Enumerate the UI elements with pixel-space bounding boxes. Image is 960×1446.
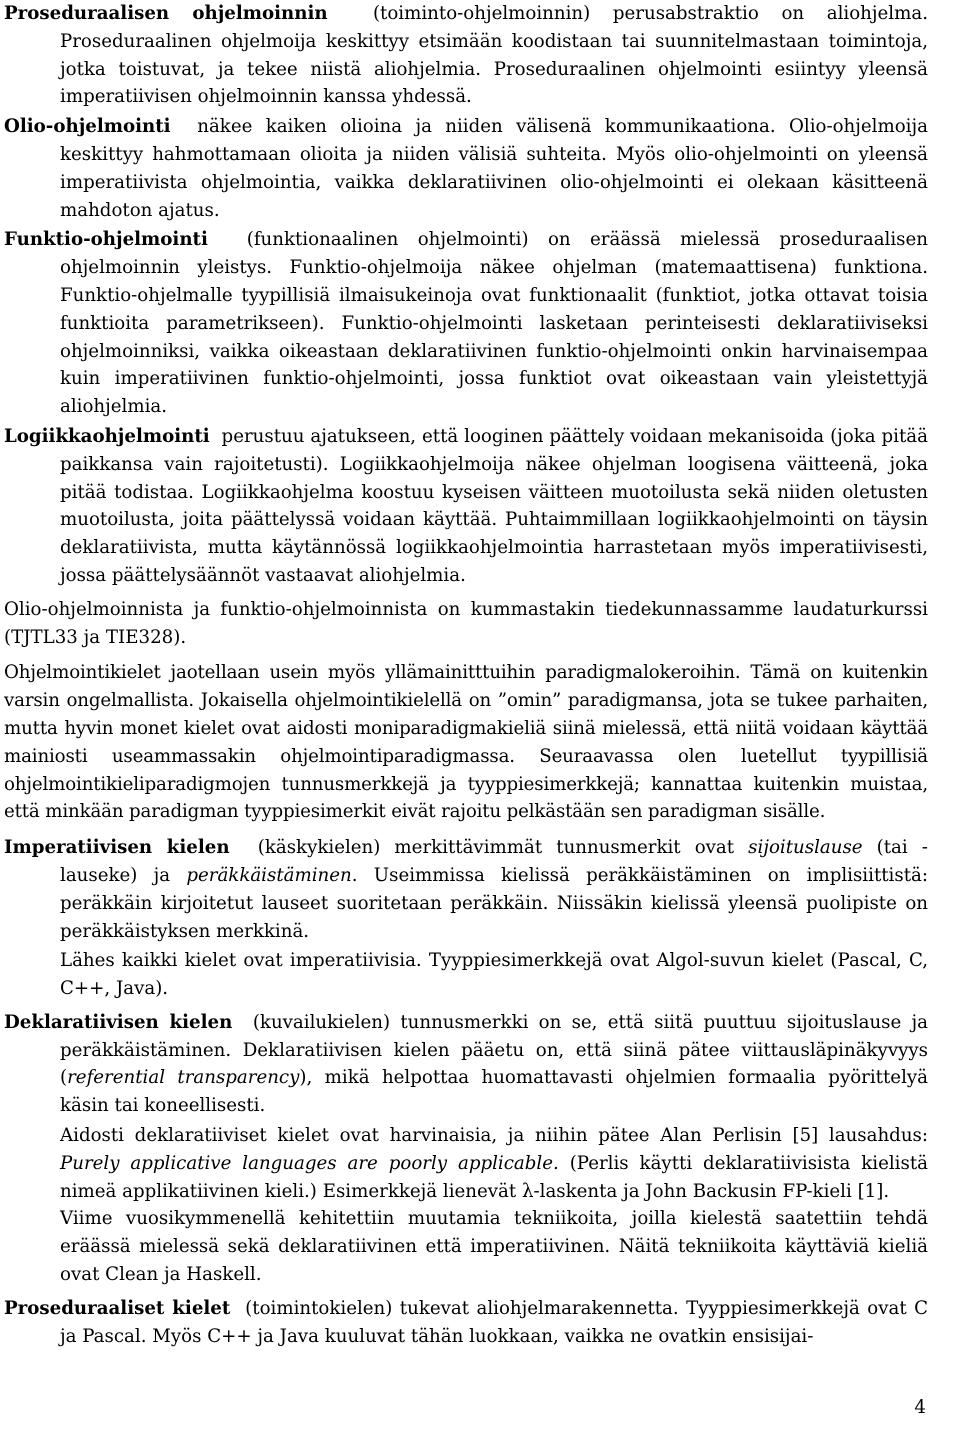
definition-body: näkee kaiken olioina ja niiden välisenä kommunikaationa. Olio-ohjelmoija keskittyy hahmottamaan olioita ja niiden välisiä suhteita. Myös olio-ohjelmointi on yleensä imperatiivista ohjelmointia, vaikka deklaratiivinen olio-ohjelmointi ei olekaan käsitteenä mahdoton ajatus. [60, 116, 928, 221]
emphasis-term: peräkkäistäminen [186, 864, 352, 886]
definition-body: (kuvailukielen) tunnusmerkki on se, että siitä puuttuu sijoituslause ja peräkkäistäminen. Deklaratiivisen kielen pääetu on, että siinä pätee viittausläpinäkyvyys ( [60, 1011, 928, 1089]
continuation-text: (Perlis käytti deklaratiivisista kielistä nimeä applikatiivinen kieli.) Esimerkkejä lienevät λ-laskenta ja John Backusin FP-kieli [1]. [60, 1152, 928, 1202]
definition-body: (käskykielen) merkittävimmät tunnusmerkit ovat [257, 837, 735, 859]
definition-body: perustuu ajatukseen, että looginen päättely voidaan mekanisoida (joka pitää paikkansa vain rajoitetusti). Logiikkaohjelmoija näkee ohjelman loogisena väitteenä, joka pitää todistaa. Logiikkaohjelma koostuu kyseisen väitteen muotoilusta sekä niiden oletusten muotoilusta, joita päättelyssä voidaan käyttää. Puhtaimmillaan logiikkaohjelmointi on täysin deklaratiivista, mutta käytännössä logiikkaohjelmointia harrastetaan myös imperatiivisesti, jossa päättelysäännöt vastaavat aliohjelmia. [60, 425, 928, 586]
definition-imperative-language [4, 834, 928, 945]
definition-body: . Useimmissa kielissä peräkkäistäminen on implisiittistä: peräkkäin kirjoitetut lauseet suoritetaan peräkkäin. Niissäkin kielissä yleensä puolipiste on peräkkäistyksen merkkinä. [60, 864, 928, 942]
paragraph-paradigm-classification: Ohjelmointikielet jaotellaan usein myös yllämainitttuihin paradigmalokeroihin. Tämä on kuitenkin varsin ongelmallista. Jokaisella ohjelmointikielellä on ”omin” paradigmansa, jota se tukee parhaiten, mutta hyvin monet kielet ovat aidosti moniparadigmakieliä siinä mielessä, että niitä voidaan käyttää mainiosti useammassakin ohjelmointiparadigmassa. Seuraavassa olen luetellut tyypillisiä ohjelmointikieliparadigmojen tunnusmerkkejä ja tyyppiesimerkkejä; kannattaa kuitenkin muistaa, että minkään paradigman tyyppiesimerkit eivät rajoitu pelkästään sen paradigman sisälle. [4, 662, 928, 823]
definition-continuation [4, 1122, 928, 1205]
definition-body: ), mikä helpottaa huomattavasti ohjelmien formaalia pyörittelyä käsin tai koneellisesti. [60, 1067, 929, 1117]
definition-term: Proseduraaliset kielet [4, 1297, 231, 1319]
definition-body: (toimintokielen) tukevat aliohjelmarakennetta. Tyyppiesimerkkejä ovat C ja Pascal. Myös C++ ja Java kuuluvat tähän luokkaan, vaikka ne ovatkin ensisijai- [60, 1297, 928, 1347]
definition-procedural-programming [4, 0, 928, 111]
definition-term: Imperatiivisen kielen [4, 837, 230, 859]
emphasis-term: sijoituslause [748, 837, 863, 859]
emphasis-term: referential transparency [67, 1067, 300, 1089]
definition-logic-programming [4, 423, 928, 590]
definition-body: (toiminto-ohjelmoinnin) perusabstraktio on aliohjelma. Proseduraalinen ohjelmoija keskittyy etsimään koodistaan tai suunnitelmastaan toimintoja, jotka toistuvat, ja tekee niistä aliohjelmia. Proseduraalinen ohjelmointi esiintyy yleensä imperatiivisen ohjelmoinnin kanssa yhdessä. [60, 3, 928, 108]
definition-continuation: Lähes kaikki kielet ovat imperatiivisia. Tyyppiesimerkkejä ovat Algol-suvun kielet (Pascal, C, C++, Java). [60, 950, 928, 1000]
definition-declarative-language [4, 1009, 928, 1120]
definition-term: Olio-ohjelmointi [4, 116, 171, 138]
document-page [4, 0, 928, 1352]
paragraph-courses: Olio-ohjelmoinnista ja funktio-ohjelmoinnista on kummastakin tiedekunnassamme laudaturkurssi (TJTL33 ja TIE328). [4, 598, 928, 648]
definition-body: (funktionaalinen ohjelmointi) on eräässä mielessä proseduraalisen ohjelmoinnin yleistys. Funktio-ohjelmoija näkee ohjelman (matemaattisena) funktiona. Funktio-ohjelmalle tyypillisiä ilmaisukeinoja ovat funktionaalit (funktiot, jotka ottavat toisia funktioita parametrikseen). Funktio-ohjelmointi lasketaan perinteisesti deklaratiiviseksi ohjelmoinniksi, vaikka oikeastaan deklaratiivinen funktio-ohjelmointi onkin harvinaisempaa kuin imperatiivinen funktio-ohjelmointi, jossa funktiot ovat oikeastaan vain yleistettyjä aliohjelmia. [60, 229, 928, 418]
definition-body: (tai -lauseke) ja [60, 837, 928, 886]
page-number: 4 [914, 1397, 926, 1418]
definition-object-oriented-programming [4, 113, 928, 224]
definition-term: Proseduraalisen ohjelmoinnin [4, 3, 328, 24]
definition-continuation: Viime vuosikymmenellä kehitettiin muutamia tekniikoita, joilla kielestä saatettiin tehdä eräässä mielessä sekä deklaratiivinen että imperatiivinen. Näitä tekniikoita käyttäviä kieliä ovat Clean ja Haskell. [60, 1208, 928, 1286]
perlis-quote: Purely applicative languages are poorly applicable. [60, 1152, 559, 1174]
definition-functional-programming [4, 226, 928, 421]
definition-term: Logiikkaohjelmointi [4, 425, 210, 447]
definition-term: Deklaratiivisen kielen [4, 1011, 233, 1033]
definition-procedural-languages [4, 1295, 928, 1351]
continuation-text: Aidosti deklaratiiviset kielet ovat harvinaisia, ja niihin pätee Alan Perlisin [5] lausahdus: [60, 1125, 928, 1147]
definition-term: Funktio-ohjelmointi [4, 229, 208, 251]
